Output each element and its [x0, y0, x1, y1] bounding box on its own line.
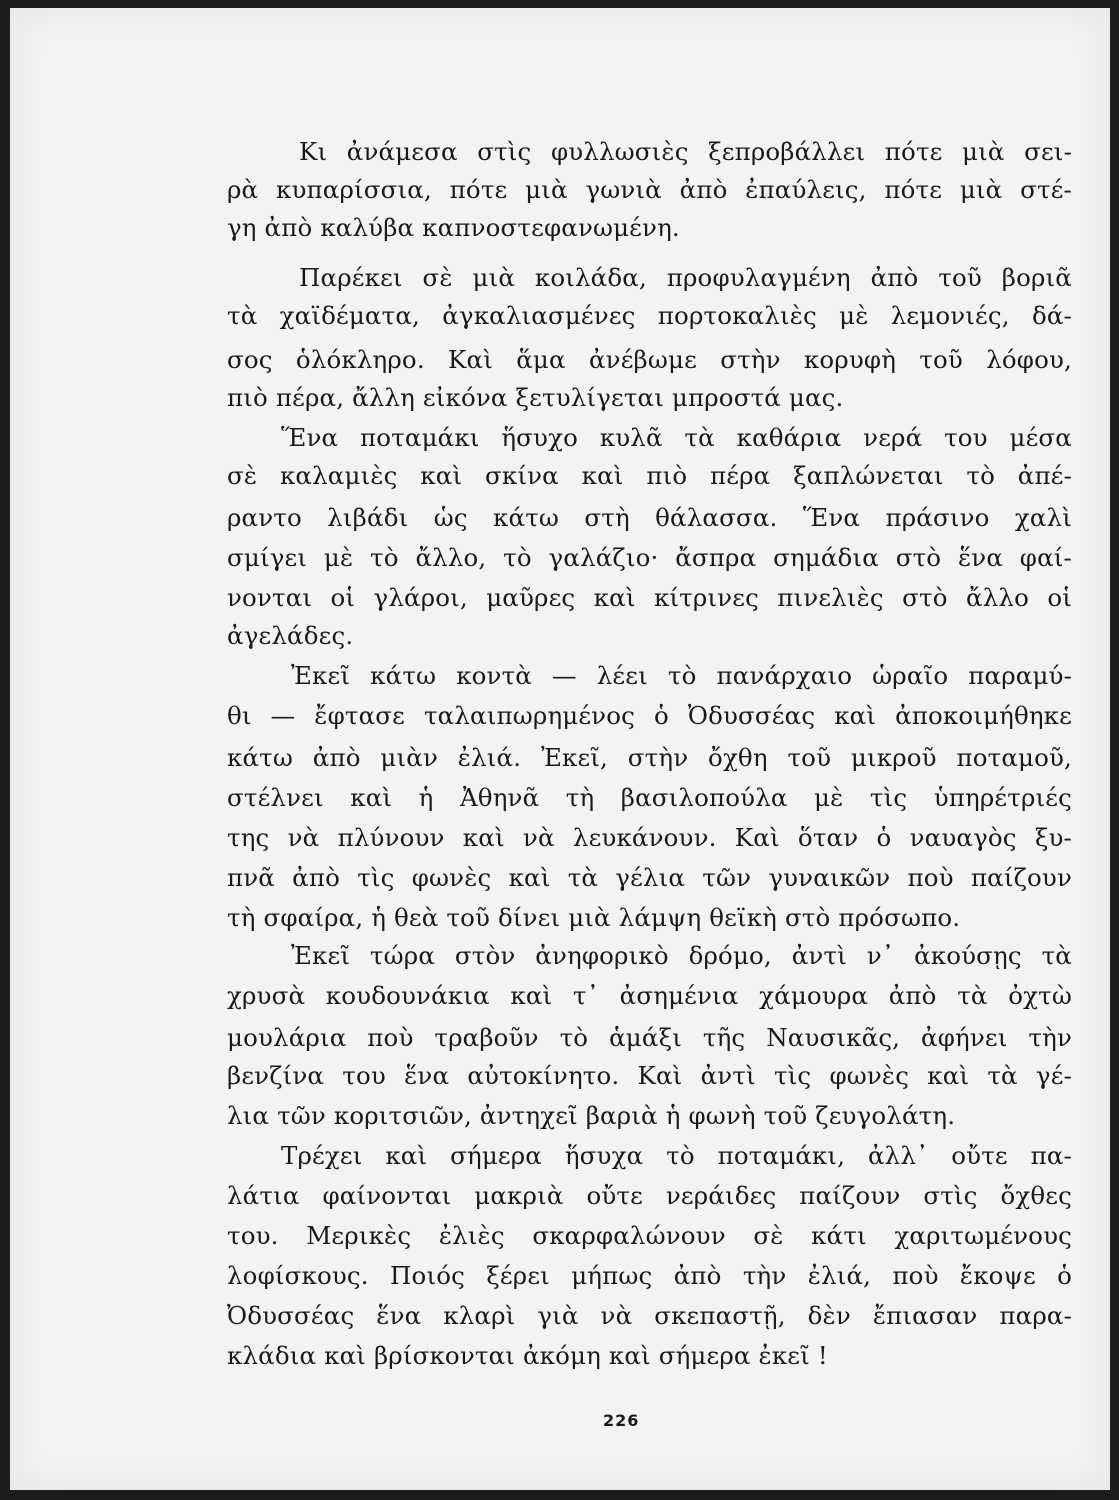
book-page — [10, 8, 1110, 1490]
text-line: της νὰ πλύνουν καὶ νὰ λευκάνουν. Καὶ ὅταν ὁ ναυαγὸς ξυ- — [227, 823, 1072, 852]
text-line: του. Μερικὲς ἐλιὲς σκαρφαλώνουν σὲ κάτι χαριτωμένους — [227, 1221, 1072, 1250]
text-line: πνᾶ ἀπὸ τὶς φωνὲς καὶ τὰ γέλια τῶν γυναικῶν ποὺ παίζουν — [227, 863, 1072, 892]
text-line: βενζίνα του ἕνα αὐτοκίνητο. Καὶ ἀντὶ τὶς φωνὲς καὶ τὰ γέ- — [227, 1061, 1072, 1090]
text-line: ραντο λιβάδι ὡς κάτω στὴ θάλασσα. Ἕνα πράσινο χαλὶ — [227, 503, 1072, 532]
text-line: γη ἀπὸ καλύβα καπνοστεφανωμένη. — [227, 213, 680, 242]
text-line: λια τῶν κοριτσιῶν, ἀντηχεῖ βαριὰ ἡ φωνὴ τοῦ ζευγολάτη. — [227, 1101, 956, 1130]
text-line: κάτω ἀπὸ μιὰν ἐλιά. Ἐκεῖ, στὴν ὄχθη τοῦ μικροῦ ποταμοῦ, — [227, 743, 1072, 772]
text-line: χρυσὰ κουδουνάκια καὶ τ᾽ ἀσημένια χάμουρα ἀπὸ τὰ ὀχτὼ — [227, 981, 1072, 1010]
text-line: ρὰ κυπαρίσσια, πότε μιὰ γωνιὰ ἀπὸ ἐπαύλεις, πότε μιὰ στέ- — [227, 175, 1072, 204]
text-line: σὲ καλαμιὲς καὶ σκίνα καὶ πιὸ πέρα ξαπλώνεται τὸ ἀπέ- — [227, 461, 1072, 490]
text-line: σος ὁλόκληρο. Καὶ ἅμα ἀνέβωμε στὴν κορυφὴ τοῦ λόφου, — [227, 345, 1072, 374]
text-line: λοφίσκους. Ποιός ξέρει μήπως ἀπὸ τὴν ἐλιά, ποὺ ἔκοψε ὁ — [227, 1261, 1072, 1290]
page-number: 226 — [603, 1411, 640, 1430]
text-line: Ἐκεῖ τώρα στὸν ἀνηφορικὸ δρόμο, ἀντὶ ν᾽ ἀκούσῃς τὰ — [291, 941, 1072, 970]
text-line: Κι ἀνάμεσα στὶς φυλλωσιὲς ξεπροβάλλει πότε μιὰ σει- — [299, 137, 1072, 166]
text-line: Ἕνα ποταμάκι ἥσυχο κυλᾶ τὰ καθάρια νερά του μέσα — [281, 423, 1072, 452]
text-line: Τρέχει καὶ σήμερα ἥσυχα τὸ ποταμάκι, ἀλλ᾽ οὔτε πα- — [281, 1141, 1072, 1170]
text-line: πιὸ πέρα, ἄλλη εἰκόνα ξετυλίγεται μπροστά μας. — [227, 383, 844, 412]
text-line: τὰ χαϊδέματα, ἀγκαλιασμένες πορτοκαλιὲς μὲ λεμονιές, δά- — [227, 301, 1072, 330]
text-line: Ἐκεῖ κάτω κοντὰ — λέει τὸ πανάρχαιο ὡραῖο παραμύ- — [291, 661, 1072, 690]
text-line: νονται οἱ γλάροι, μαῦρες καὶ κίτρινες πινελιὲς στὸ ἄλλο οἱ — [227, 583, 1072, 612]
text-line: λάτια φαίνονται μακριὰ οὔτε νεράιδες παίζουν στὶς ὄχθες — [227, 1181, 1072, 1210]
text-line: στέλνει καὶ ἡ Ἀθηνᾶ τὴ βασιλοπούλα μὲ τὶς ὑπηρέτριές — [227, 783, 1072, 812]
text-line: Ὀδυσσέας ἕνα κλαρὶ γιὰ νὰ σκεπαστῇ, δὲν ἔπιασαν παρα- — [227, 1301, 1072, 1330]
text-line: θι — ἔφτασε ταλαιπωρημένος ὁ Ὀδυσσέας καὶ ἀποκοιμήθηκε — [227, 701, 1072, 730]
text-line: Παρέκει σὲ μιὰ κοιλάδα, προφυλαγμένη ἀπὸ τοῦ βοριᾶ — [299, 263, 1072, 292]
text-line: σμίγει μὲ τὸ ἄλλο, τὸ γαλάζιο· ἄσπρα σημάδια στὸ ἕνα φαί- — [227, 543, 1072, 572]
text-line: τὴ σφαίρα, ἡ θεὰ τοῦ δίνει μιὰ λάμψη θεϊκὴ στὸ πρόσωπο. — [227, 903, 961, 932]
text-line: κλάδια καὶ βρίσκονται ἀκόμη καὶ σήμερα ἐκεῖ ! — [227, 1341, 828, 1370]
text-line: μουλάρια ποὺ τραβοῦν τὸ ἁμάξι τῆς Ναυσικᾶς, ἀφήνει τὴν — [227, 1023, 1072, 1052]
text-line: ἀγελάδες. — [227, 621, 354, 650]
